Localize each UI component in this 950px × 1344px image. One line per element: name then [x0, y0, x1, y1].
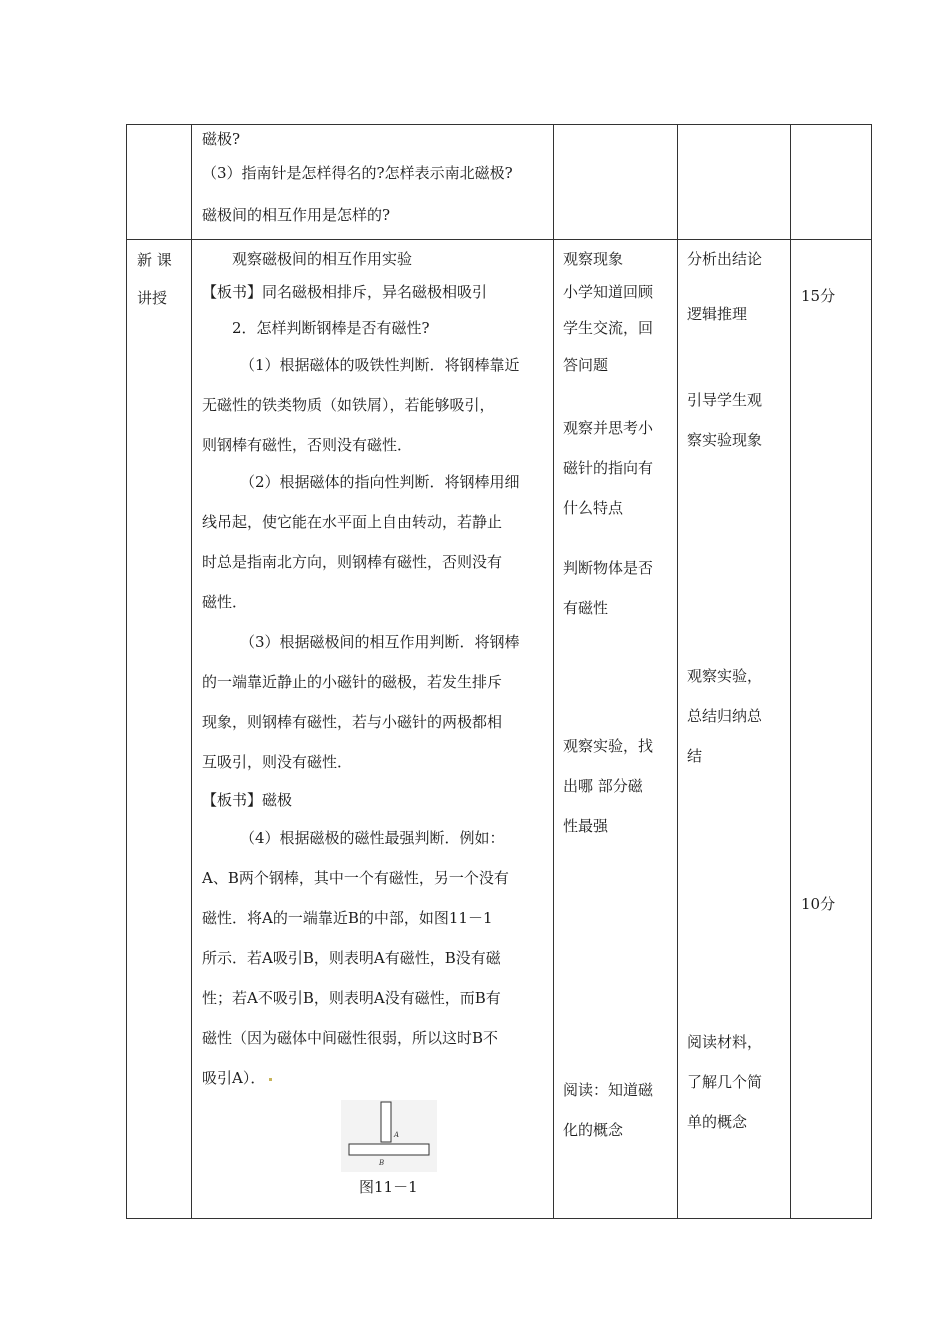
table-row — [127, 125, 872, 240]
content-line: 磁性（因为磁体中间磁性很弱，所以这时B不 — [202, 1029, 499, 1047]
intent-line: 分析出结论 — [687, 250, 763, 268]
figure-label-a: A — [394, 1131, 400, 1139]
student-line: 有磁性 — [563, 599, 609, 617]
content-line: 则钢棒有磁性，否则没有磁性． — [202, 436, 413, 454]
figure-label-b: B — [379, 1159, 385, 1167]
board-note: 【板书】磁极 — [202, 791, 293, 809]
student-line: 答问题 — [563, 356, 609, 374]
content-cell — [192, 125, 554, 240]
lesson-plan-table — [126, 124, 872, 1219]
content-line: （2）根据磁体的指向性判断．将钢棒用细 — [240, 473, 520, 491]
student-line: 观察现象 — [563, 250, 624, 268]
time-allocation: 15分 — [801, 287, 836, 305]
magnet-diagram — [341, 1100, 437, 1172]
student-activity-cell-empty — [554, 125, 678, 240]
design-intent-cell — [678, 240, 791, 1219]
student-line: 小学知道回顾 — [563, 283, 654, 301]
content-line: 互吸引，则没有磁性． — [202, 753, 353, 771]
student-line: 出哪 部分磁 — [563, 777, 643, 795]
content-line: 磁性． — [202, 593, 248, 611]
intent-line: 逻辑推理 — [687, 305, 748, 323]
content-line: 现象，则钢棒有磁性，若与小磁针的两极都相 — [202, 713, 503, 731]
content-line: （4）根据磁极的磁性最强判断．例如： — [240, 829, 505, 847]
student-line: 判断物体是否 — [563, 559, 654, 577]
student-activity-cell — [554, 240, 678, 1219]
time-cell-empty — [791, 125, 872, 240]
board-note: 【板书】同名磁极相排斥，异名磁极相吸引 — [202, 283, 488, 301]
figure-caption: 图11－1 — [359, 1178, 418, 1196]
content-line: 磁极? — [202, 130, 241, 148]
intent-line: 观察实验， — [687, 667, 763, 685]
intent-line: 了解几个简 — [687, 1073, 763, 1091]
content-cell — [192, 240, 554, 1219]
phase-label-line1: 新 课 — [137, 251, 172, 269]
content-line: （1）根据磁体的吸铁性判断．将钢棒靠近 — [240, 356, 520, 374]
phase-cell-empty — [127, 125, 192, 240]
intent-line: 结 — [687, 747, 703, 765]
intent-line: 察实验现象 — [687, 431, 763, 449]
student-line: 阅读：知道磁 — [563, 1081, 654, 1099]
ink-dot — [269, 1078, 272, 1081]
content-line: 磁极间的相互作用是怎样的? — [202, 206, 391, 224]
table-row — [127, 240, 872, 1219]
student-line: 什么特点 — [563, 499, 624, 517]
intent-line: 阅读材料， — [687, 1033, 763, 1051]
student-line: 观察实验，找 — [563, 737, 654, 755]
content-line: 的一端靠近静止的小磁针的磁极，若发生排斥 — [202, 673, 503, 691]
student-line: 磁针的指向有 — [563, 459, 654, 477]
content-line: 吸引A）． — [202, 1068, 272, 1088]
time-cell — [791, 240, 872, 1219]
content-line: 所示．若A吸引B，则表明A有磁性，B没有磁 — [202, 949, 501, 967]
time-allocation: 10分 — [801, 895, 836, 913]
content-line: （3）根据磁极间的相互作用判断．将钢棒 — [240, 633, 520, 651]
student-line: 性最强 — [563, 817, 609, 835]
content-line: 时总是指南北方向，则钢棒有磁性，否则没有 — [202, 553, 503, 571]
phase-cell — [127, 240, 192, 1219]
content-line: 观察磁极间的相互作用实验 — [232, 250, 413, 268]
content-line: A、B两个钢棒，其中一个有磁性，另一个没有 — [202, 869, 509, 887]
intent-line: 总结归纳总 — [687, 707, 763, 725]
content-line: 线吊起，使它能在水平面上自由转动，若静止 — [202, 513, 503, 531]
figure-11-1 — [341, 1100, 437, 1172]
student-line: 学生交流，回 — [563, 319, 654, 337]
content-line: 无磁性的铁类物质（如铁屑），若能够吸引， — [202, 396, 495, 414]
design-intent-cell-empty — [678, 125, 791, 240]
intent-line: 引导学生观 — [687, 391, 763, 409]
phase-label-line2: 讲授 — [137, 289, 168, 307]
intent-line: 单的概念 — [687, 1113, 748, 1131]
student-line: 化的概念 — [563, 1121, 624, 1139]
content-line: （3）指南针是怎样得名的?怎样表示南北磁极? — [202, 164, 513, 182]
content-line: 磁性．将A的一端靠近B的中部，如图11－1 — [202, 909, 493, 927]
student-line: 观察并思考小 — [563, 419, 654, 437]
content-line: 2．怎样判断钢棒是否有磁性? — [232, 319, 430, 337]
content-line: 性；若A不吸引B，则表明A没有磁性，而B有 — [202, 989, 501, 1007]
